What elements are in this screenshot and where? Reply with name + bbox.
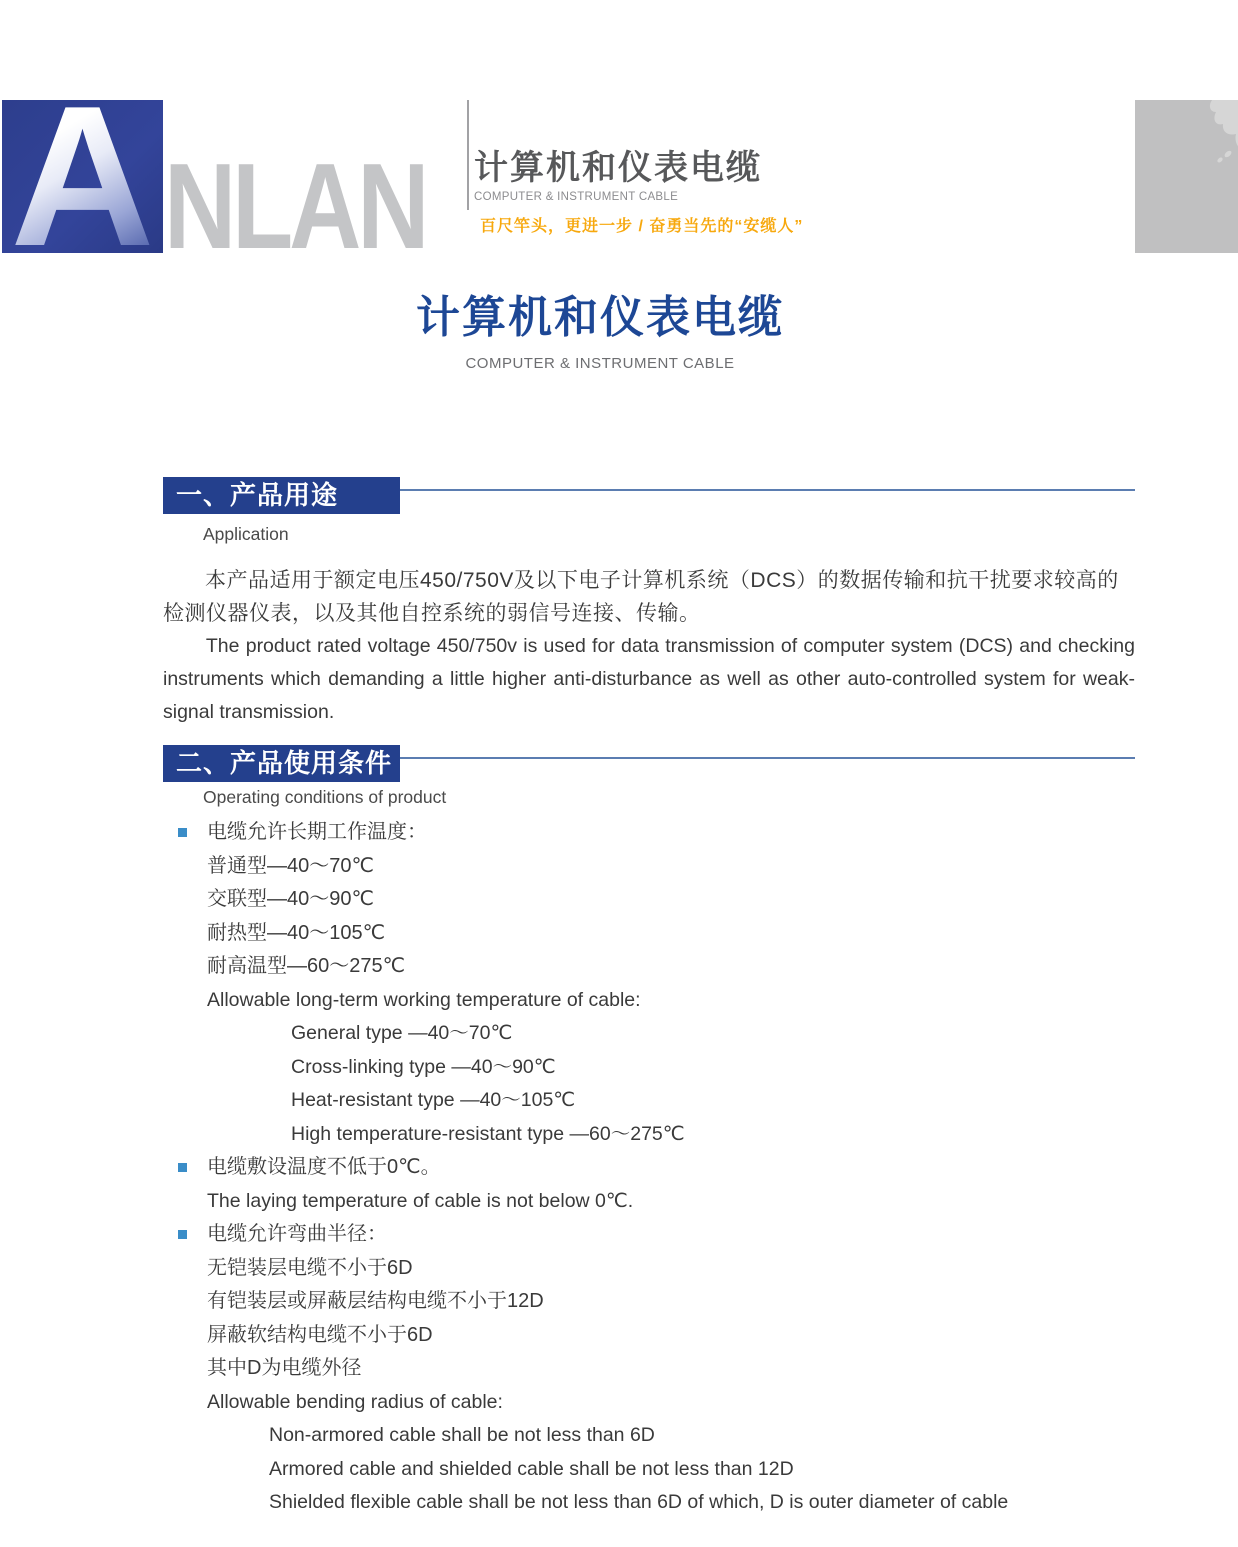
condition-line: 有铠装层或屏蔽层结构电缆不小于12D: [207, 1290, 544, 1312]
section-rule: [400, 757, 1135, 759]
condition-line: 耐热型—40～105℃: [207, 921, 386, 944]
anlan-logo-letter-a: A: [10, 65, 155, 288]
condition-line-en: Heat-resistant type —40～105℃: [291, 1089, 576, 1111]
bullet-square-icon: [178, 828, 187, 837]
section-conditions-heading-en: Operating conditions of product: [203, 787, 447, 807]
condition-line-en: Non-armored cable shall be not less than 6D: [269, 1424, 655, 1446]
page-title: 计算机和仪表电缆: [416, 293, 784, 342]
section-application-header: [163, 477, 1135, 514]
header-title-block: [474, 146, 803, 236]
header-title-zh: 计算机和仪表电缆: [474, 149, 762, 187]
list-item: [163, 1218, 1135, 1520]
header-photo: [1135, 100, 1238, 253]
header-tagline: 百尺竿头，更进一步 / 奋勇当先的“安缆人”: [480, 218, 804, 235]
condition-label: 电缆敷设温度不低于0℃。: [207, 1156, 441, 1178]
section-application-heading: 一、产品用途: [163, 477, 400, 514]
header-divider: [467, 100, 469, 210]
condition-line: 无铠装层电缆不小于6D: [207, 1256, 413, 1279]
anlan-logo-wordmark: NLAN: [164, 138, 426, 274]
list-item: [163, 1151, 1135, 1218]
application-paragraph-en: The product rated voltage 450/750v is used for data transmission of computer system (DCS) and checking instruments which demanding a little higher anti-disturbance as well as other auto-controlled system for weak-signal transmission.: [163, 635, 1135, 724]
condition-line: 交联型—40～90℃: [207, 888, 374, 910]
condition-line-en: Armored cable and shielded cable shall be not less than 12D: [269, 1457, 794, 1480]
condition-line-en: Allowable long-term working temperature of cable:: [207, 988, 641, 1011]
hero: [0, 290, 1200, 374]
section-conditions-header: [163, 745, 1135, 782]
condition-line: 其中D为电缆外径: [207, 1357, 362, 1379]
condition-line: 屏蔽软结构电缆不小于6D: [207, 1323, 433, 1346]
section-conditions-heading: 二、产品使用条件: [163, 745, 400, 782]
condition-label: 电缆允许弯曲半径：: [207, 1223, 387, 1245]
page-subtitle: COMPUTER & INSTRUMENT CABLE: [465, 355, 735, 372]
section-application: [163, 477, 1135, 730]
bullet-square-icon: [178, 1230, 187, 1239]
section-application-heading-en: Application: [203, 524, 289, 544]
section-rule: [400, 489, 1135, 491]
application-paragraph-zh: 本产品适用于额定电压450/750V及以下电子计算机系统（DCS）的数据传输和抗干扰要求较高的检测仪器仪表，以及其他自控系统的弱信号连接、传输。: [163, 569, 1119, 625]
condition-line-en: Cross-linking type —40～90℃: [291, 1055, 556, 1078]
list-item: [163, 816, 1135, 1151]
condition-line-en: High temperature-resistant type —60～275℃: [291, 1122, 685, 1145]
conditions-list: [163, 816, 1135, 1520]
header-title-en: COMPUTER & INSTRUMENT CABLE: [474, 191, 679, 203]
anlan-logo-mark: [2, 65, 163, 288]
section-operating-conditions: [163, 745, 1135, 1520]
condition-line-en: Allowable bending radius of cable:: [207, 1390, 503, 1413]
condition-line-en: General type —40～70℃: [291, 1022, 513, 1044]
condition-line-en: Shielded flexible cable shall be not less than 6D of which, D is outer diameter of cable: [269, 1491, 1009, 1513]
leaf-decoration-icon: [1176, 100, 1238, 214]
condition-line-en: The laying temperature of cable is not below 0℃.: [207, 1189, 634, 1212]
condition-line: 普通型—40～70℃: [207, 854, 374, 877]
condition-label: 电缆允许长期工作温度：: [207, 821, 427, 843]
condition-line: 耐高温型—60～275℃: [207, 955, 406, 977]
bullet-square-icon: [178, 1163, 187, 1172]
